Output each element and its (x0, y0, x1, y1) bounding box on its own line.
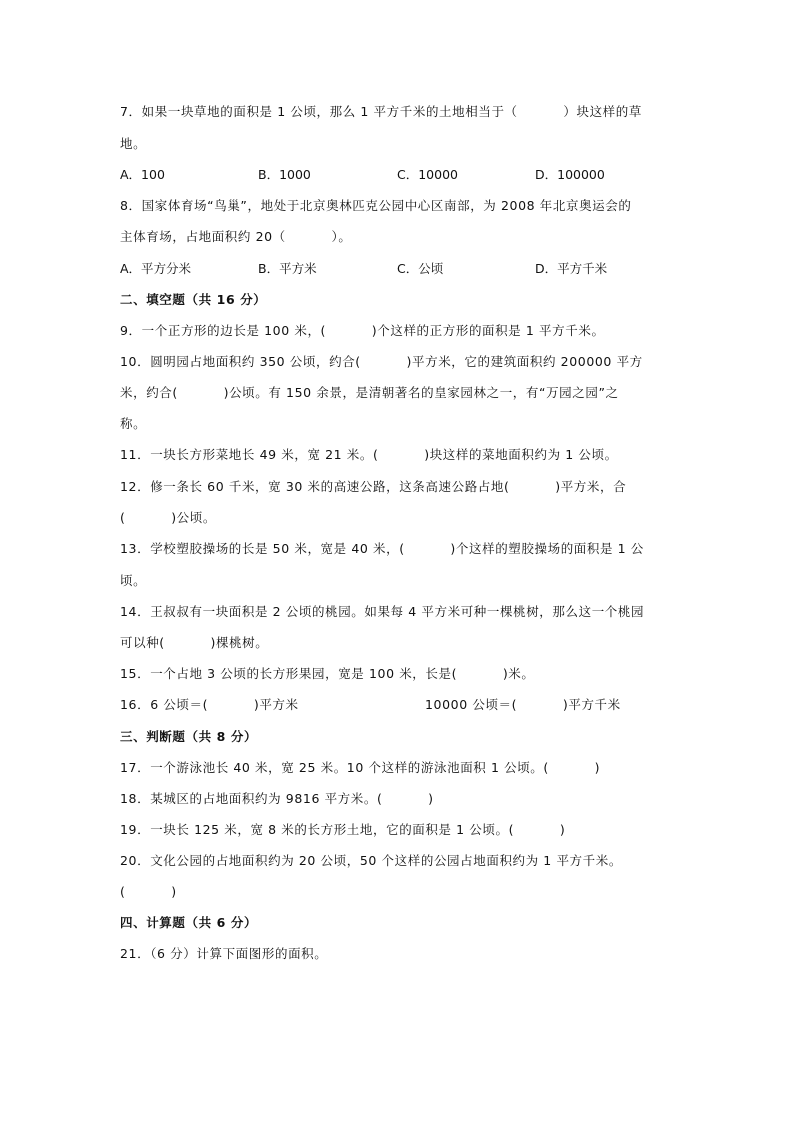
question-7-option-b: B．1000 (258, 167, 311, 182)
question-18-text: 18．某城区的占地面积约为 9816 平方米。( ) (120, 791, 434, 806)
question-11-text: 11．一块长方形菜地长 49 米，宽 21 米。( )块这样的菜地面积约为 1 公顷。 (120, 447, 618, 462)
question-20-text: 20．文化公园的占地面积约为 20 公顷，50 个这样的公园占地面积约为 1 平方千米。 (120, 853, 622, 868)
section-3-title: 三、判断题（共 8 分） (120, 729, 258, 744)
question-7-option-c: C．10000 (397, 167, 458, 182)
section-2-title: 二、填空题（共 16 分） (120, 292, 267, 307)
question-7-option-a: A．100 (120, 167, 165, 182)
question-21-text: 21．（6 分）计算下面图形的面积。 (120, 946, 328, 961)
question-12-text: 12．修一条长 60 千米，宽 30 米的高速公路，这条高速公路占地( )平方米，合 (120, 479, 627, 494)
question-8-text-cont: 主体育场，占地面积约 20（ ）。 (120, 229, 352, 244)
question-8-text: 8．国家体育场“鸟巢”，地处于北京奥林匹克公园中心区南部，为 2008 年北京奥运会的 (120, 198, 632, 213)
question-14-text-cont: 可以种( )棵桃树。 (120, 635, 269, 650)
question-7-option-d: D．100000 (535, 167, 605, 182)
question-13-text: 13．学校塑胶操场的长是 50 米，宽是 40 米，( )个这样的塑胶操场的面积是 1 公 (120, 541, 644, 556)
question-14-text: 14．王叔叔有一块面积是 2 公顷的桃园。如果每 4 平方米可种一棵桃树，那么这一个桃园 (120, 604, 645, 619)
question-7-text: 7．如果一块草地的面积是 1 公顷，那么 1 平方千米的土地相当于（ ）块这样的草 (120, 104, 642, 119)
question-17-text: 17．一个游泳池长 40 米，宽 25 米。10 个这样的游泳池面积 1 公顷。( ) (120, 760, 601, 775)
question-13-text-cont: 顷。 (120, 573, 147, 588)
section-4-title: 四、计算题（共 6 分） (120, 915, 258, 930)
question-9-text: 9．一个正方形的边长是 100 米，( )个这样的正方形的面积是 1 平方千米。 (120, 323, 605, 338)
question-15-text: 15．一个占地 3 公顷的长方形果园，宽是 100 米，长是( )米。 (120, 666, 535, 681)
question-12-text-cont: ( )公顷。 (120, 510, 216, 525)
question-19-text: 19．一块长 125 米，宽 8 米的长方形土地，它的面积是 1 公顷。( ) (120, 822, 566, 837)
question-10-text-cont: 米，约合( )公顷。有 150 余景，是清朝著名的皇家园林之一，有“万园之园”之 (120, 385, 619, 400)
question-20-text-cont: ( ) (120, 884, 177, 899)
question-8-option-a: A．平方分米 (120, 261, 192, 276)
question-8-option-c: C．公顷 (397, 261, 444, 276)
question-16-text-right: 10000 公顷＝( )平方千米 (425, 697, 621, 712)
question-8-option-d: D．平方千米 (535, 261, 608, 276)
question-8-option-b: B．平方米 (258, 261, 317, 276)
question-16-text-left: 16．6 公顷＝( )平方米 (120, 697, 299, 712)
question-7-text-cont: 地。 (120, 136, 147, 151)
question-10-text-end: 称。 (120, 416, 147, 431)
question-10-text: 10．圆明园占地面积约 350 公顷，约合( )平方米，它的建筑面积约 200000 平方 (120, 354, 643, 369)
